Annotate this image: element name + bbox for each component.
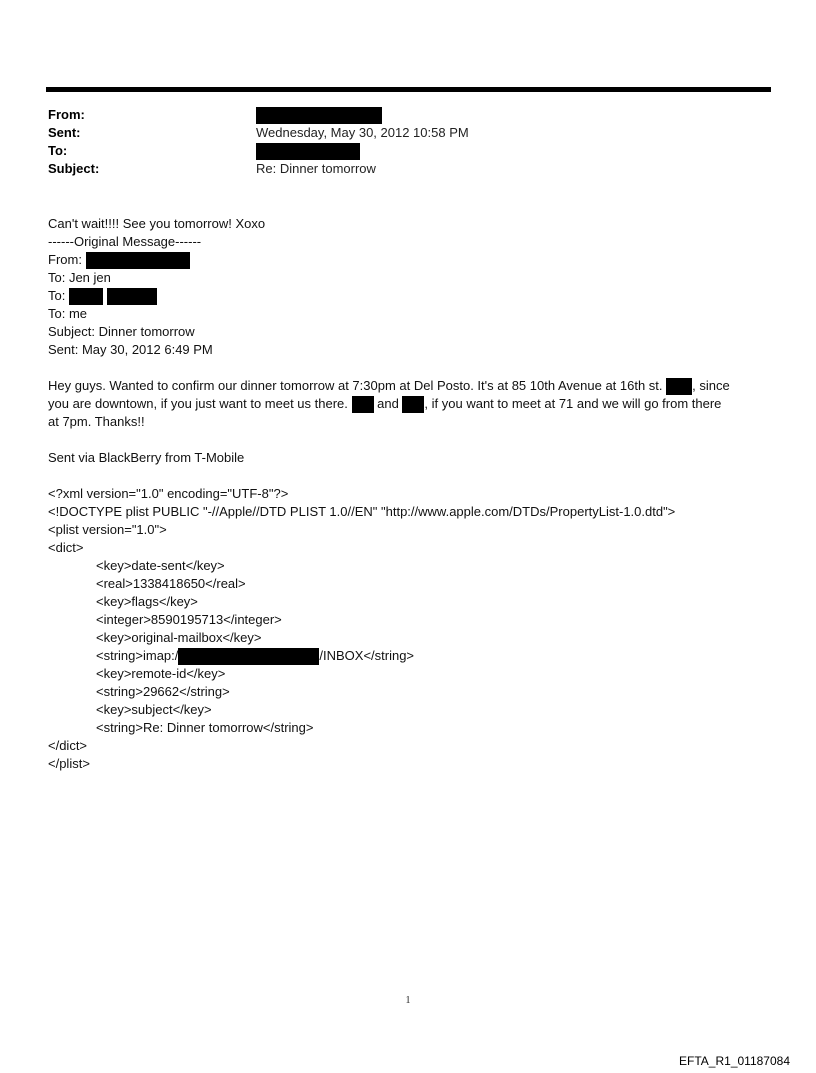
redaction-box [352, 396, 374, 413]
original-sent: Sent: May 30, 2012 6:49 PM [48, 342, 213, 357]
subject-label: Subject: [48, 161, 100, 176]
message-line-3: at 7pm. Thanks!! [48, 414, 145, 429]
redaction-box [178, 648, 319, 665]
to-label: To: [48, 143, 68, 158]
original-subject: Subject: Dinner tomorrow [48, 324, 195, 339]
redaction-box [256, 143, 360, 160]
spacer [48, 359, 778, 377]
xml-dict-open: <dict> [48, 540, 84, 555]
xml-remote-id-prefix: <key>remote-id [96, 666, 187, 681]
xml-value-subject: <string>Re: Dinner tomorrow</string> [96, 720, 314, 735]
xml-declaration: <?xml version="1.0" encoding="UTF-8"?> [48, 486, 289, 501]
signature: Sent via BlackBerry from T-Mobile [48, 450, 245, 465]
from-label: From: [48, 107, 85, 122]
subject-value: Re: Dinner tomorrow [256, 161, 376, 176]
from-value [256, 106, 382, 124]
redaction-box [256, 107, 382, 124]
sent-value: Wednesday, May 30, 2012 10:58 PM [256, 125, 469, 140]
xml-doctype: <!DOCTYPE plist PUBLIC "-//Apple//DTD PLIST 1.0//EN" "http://www.apple.com/DTDs/PropertyList-1.0.dtd"> [48, 504, 676, 519]
xml-imap-prefix: <string>imap:/ [96, 648, 179, 663]
original-to-1: To: Jen jen [48, 270, 111, 285]
to-value [256, 142, 360, 160]
xml-dict-close: </dict> [48, 738, 88, 753]
sent-row [48, 124, 768, 142]
redaction-box [402, 396, 424, 413]
original-from-prefix: From: [48, 252, 82, 267]
original-to-2 [48, 287, 778, 305]
original-to-2-prefix: To: [48, 288, 66, 303]
email-header [48, 106, 768, 178]
original-to-3: To: me [48, 306, 88, 321]
header-rule [46, 87, 771, 92]
message-line-2 [48, 395, 778, 413]
xml-value-integer: <integer>8590195713</integer> [96, 612, 282, 627]
message-text: and [373, 396, 403, 411]
xml-imap-suffix: /INBOX</string> [319, 648, 415, 663]
message-text: , since [692, 378, 730, 393]
redaction-box [69, 288, 103, 305]
xml-key-subject: <key>subject</key> [96, 702, 212, 717]
redaction-box [666, 378, 692, 395]
xml-value-remote-id: <string>29662</string> [96, 684, 230, 699]
page-number: 1 [405, 995, 411, 1006]
spacer [48, 467, 778, 485]
to-row [48, 142, 768, 160]
original-message-marker: ------Original Message------ [48, 234, 202, 249]
xml-key-date-sent: <key>date-sent</key> [96, 558, 225, 573]
xml-plist-close: </plist> [48, 756, 90, 771]
xml-key-original-mailbox: <key>original-mailbox</key> [96, 630, 262, 645]
redaction-box [107, 288, 157, 305]
redaction-box [86, 252, 190, 269]
sent-label: Sent: [48, 125, 81, 140]
message-text: you are downtown, if you just want to meet us there. [48, 396, 352, 411]
xml-remote-id-suffix: </key> [186, 666, 226, 681]
message-text: Hey guys. Wanted to confirm our dinner tomorrow at 7:30pm at Del Posto. It's at 85 10th Avenue at 16th st. [48, 378, 667, 393]
xml-value-imap [48, 647, 778, 665]
xml-key-flags: <key>flags</key> [96, 594, 198, 609]
original-from [48, 251, 778, 269]
xml-plist-open: <plist version="1.0"> [48, 522, 167, 537]
message-line-1 [48, 377, 778, 395]
email-body [48, 215, 778, 773]
message-text: , if you want to meet at 71 and we will go from there [424, 396, 722, 411]
spacer [48, 431, 778, 449]
document-id: EFTA_R1_01187084 [679, 1054, 790, 1068]
xml-value-real: <real>1338418650</real> [96, 576, 246, 591]
from-row [48, 106, 768, 124]
subject-row [48, 160, 768, 178]
reply-text: Can't wait!!!! See you tomorrow! Xoxo [48, 216, 266, 231]
xml-key-remote-id [48, 665, 778, 683]
